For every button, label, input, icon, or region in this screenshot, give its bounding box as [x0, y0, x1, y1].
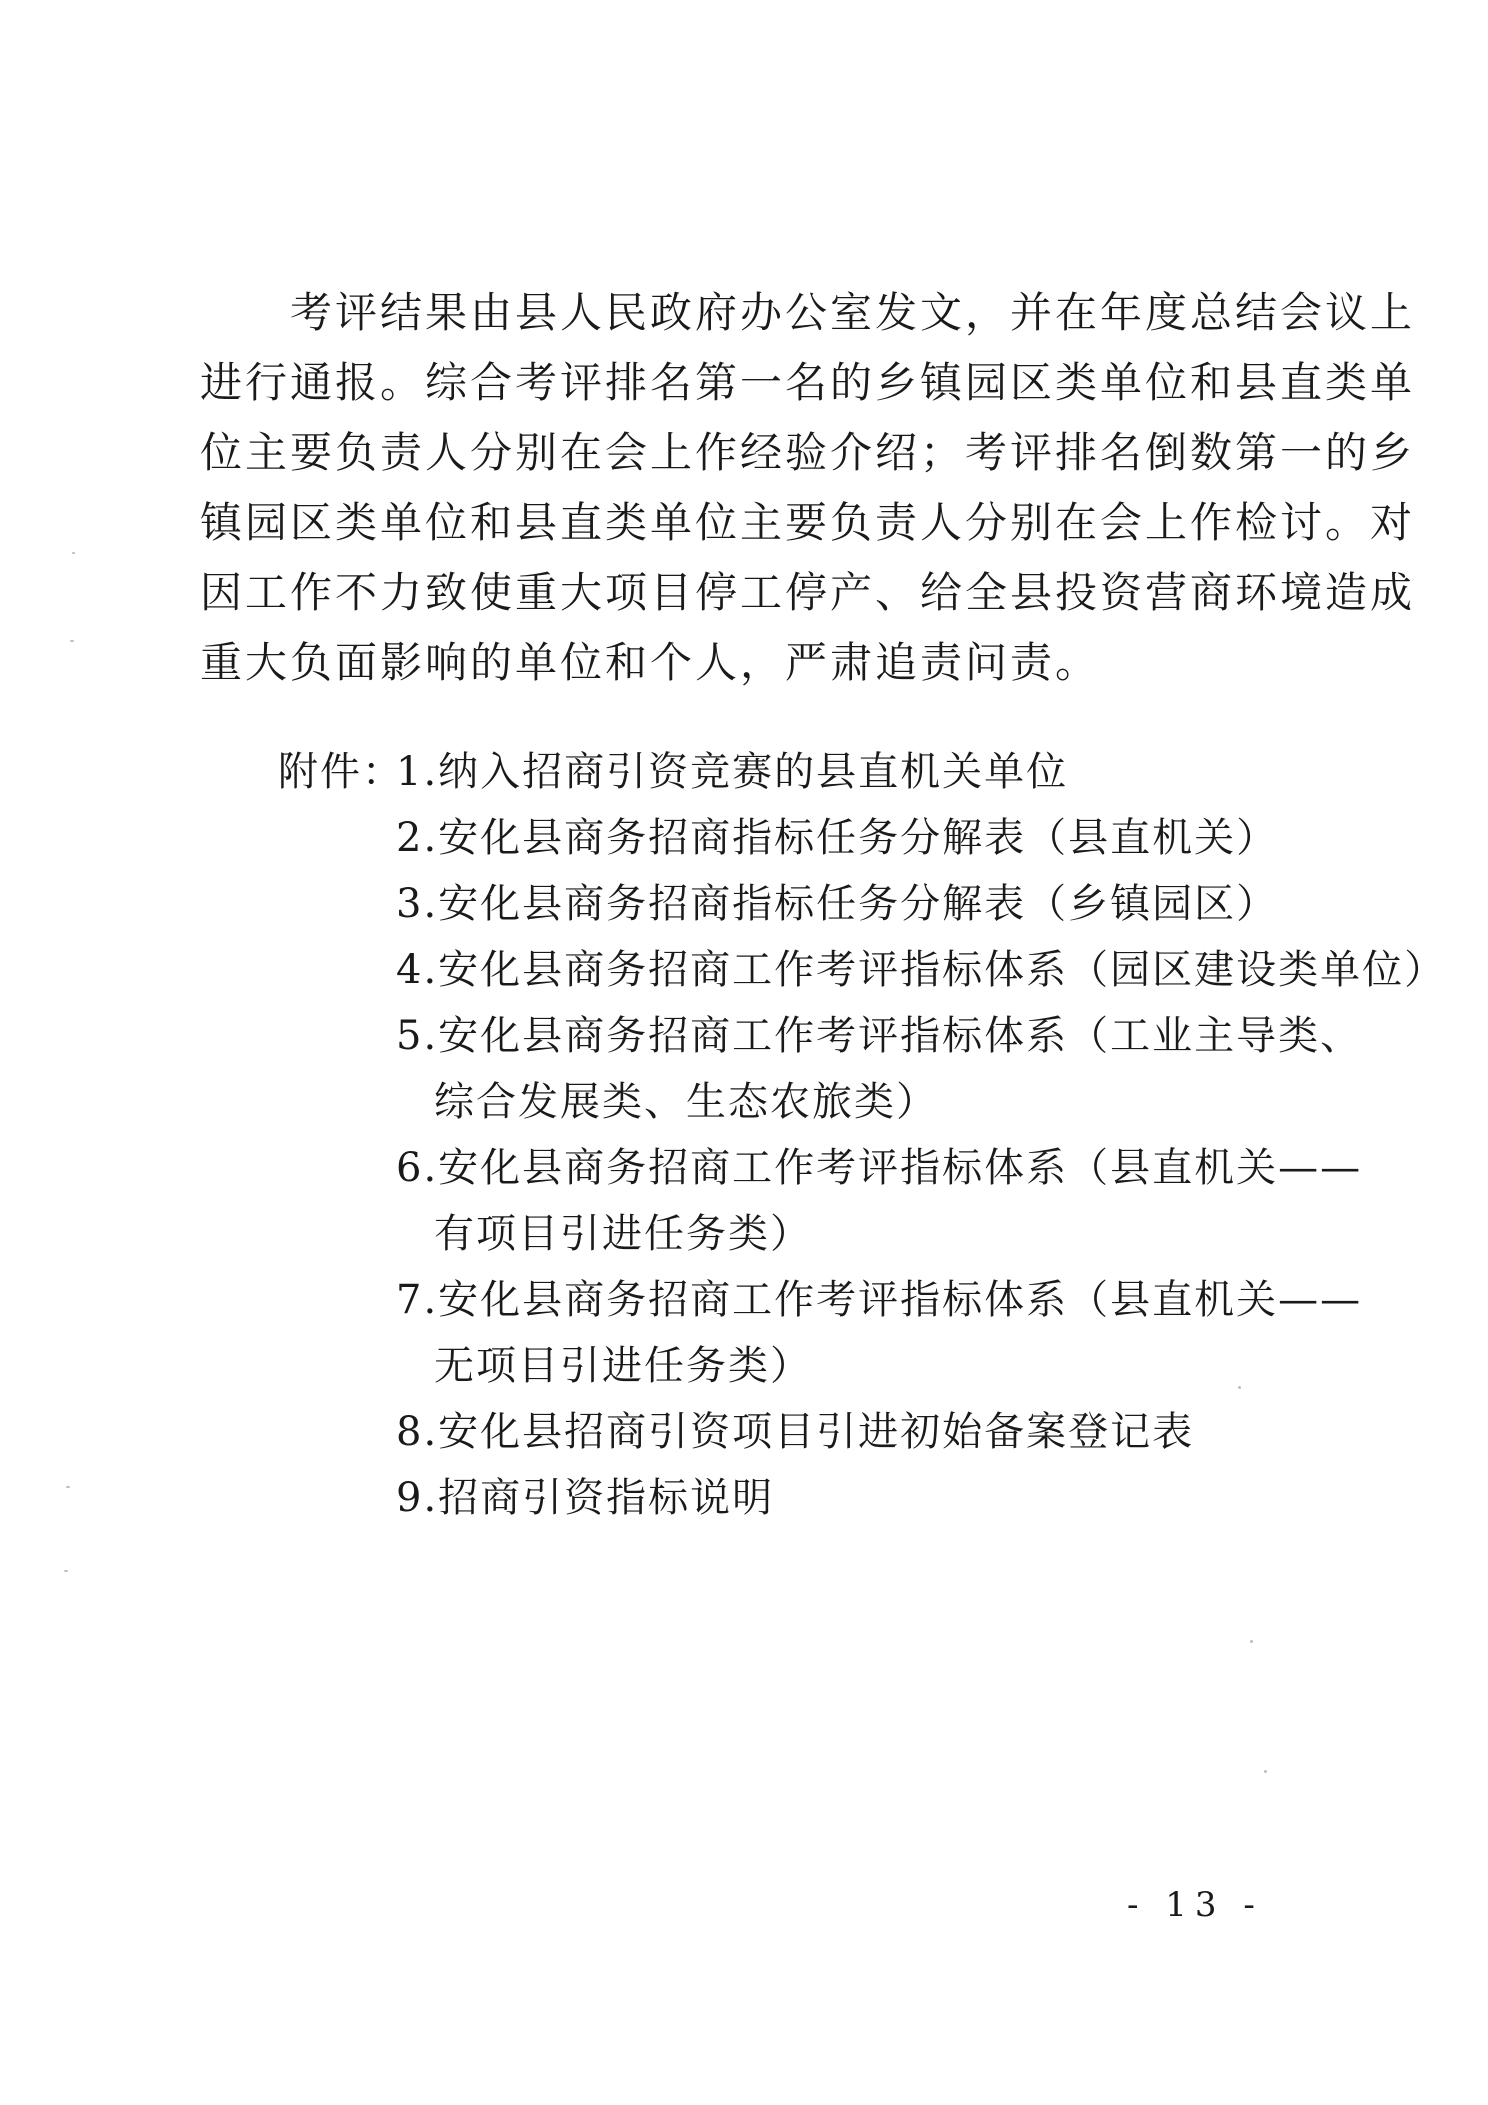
scan-speck	[66, 1486, 70, 1488]
body-line-2: 进行通报。综合考评排名第一名的乡镇园区类单位和县直类单	[200, 358, 1416, 407]
attachment-item-5: 5.安化县商务招商工作考评指标体系（工业主导类、	[396, 1013, 1363, 1059]
attachment-item-8: 8.安化县招商引资项目引进初始备案登记表	[396, 1409, 1195, 1455]
page-number: - 13 -	[1127, 1885, 1263, 1925]
scan-speck	[72, 552, 75, 554]
attachment-item-4: 4.安化县商务招商工作考评指标体系（园区建设类单位）	[396, 947, 1447, 993]
attachment-item-7-continued: 无项目引进任务类）	[434, 1343, 812, 1389]
body-line-5: 因工作不力致使重大项目停工停产、给全县投资营商环境造成	[200, 568, 1416, 617]
attachment-item-6: 6.安化县商务招商工作考评指标体系（县直机关——	[396, 1145, 1363, 1191]
attachment-item-1: 1.纳入招商引资竞赛的县直机关单位	[396, 749, 1069, 795]
body-line-6: 重大负面影响的单位和个人，严肃追责问责。	[200, 638, 1101, 687]
body-line-3: 位主要负责人分别在会上作经验介绍；考评排名倒数第一的乡	[200, 428, 1416, 477]
attachment-item-6-continued: 有项目引进任务类）	[434, 1211, 812, 1257]
scan-speck	[1238, 1386, 1241, 1389]
body-line-1: 考评结果由县人民政府办公室发文，并在年度总结会议上	[200, 288, 1416, 337]
scan-speck	[1250, 1640, 1253, 1643]
attachment-item-5-continued: 综合发展类、生态农旅类）	[434, 1079, 938, 1125]
attachment-item-7: 7.安化县商务招商工作考评指标体系（县直机关——	[396, 1277, 1363, 1323]
scan-speck	[70, 640, 74, 642]
attachment-item-3: 3.安化县商务招商指标任务分解表（乡镇园区）	[396, 881, 1279, 927]
attachment-item-2: 2.安化县商务招商指标任务分解表（县直机关）	[396, 815, 1279, 861]
body-line-4: 镇园区类单位和县直类单位主要负责人分别在会上作检讨。对	[200, 498, 1416, 547]
attachment-label: 附件：	[278, 749, 404, 795]
attachment-item-9: 9.招商引资指标说明	[396, 1475, 775, 1521]
scan-speck	[64, 1570, 68, 1572]
scan-speck	[1264, 1770, 1267, 1773]
